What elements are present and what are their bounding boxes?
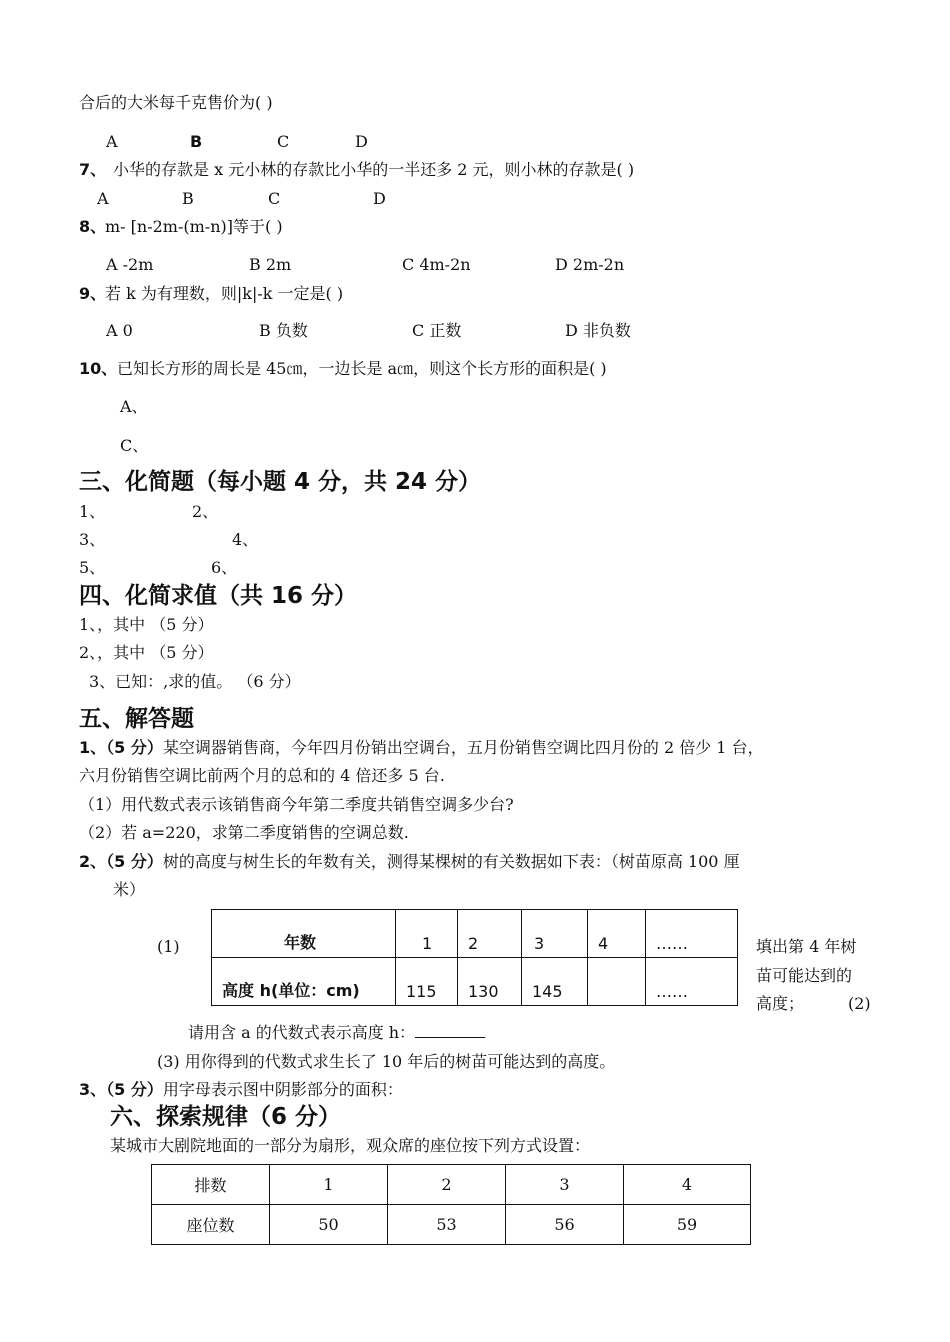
section4-item-2: 2、，其中 （5 分） [79, 643, 214, 662]
table-cell: 高度 h(单位：cm) [212, 958, 396, 1006]
q6-option-d: D [355, 132, 368, 151]
q9-option-d: D 非负数 [565, 321, 631, 340]
table-row [152, 1165, 751, 1205]
section4-title: 四、化简求值（共 16 分） [79, 583, 358, 609]
problem2-score: （5 分） [106, 852, 163, 871]
q9-number: 9、 [79, 284, 107, 303]
problem2-number: 2、 [79, 852, 107, 871]
problem1-score: （5 分） [106, 738, 163, 757]
problem1-sub1: （1）用代数式表示该销售商今年第二季度共销售空调多少台? [79, 795, 514, 814]
problem2-line1: 树的高度与树生长的年数有关，测得某棵树的有关数据如下表：（树苗原高 100 厘 [162, 852, 740, 871]
q9-option-a: A 0 [106, 321, 133, 340]
table-cell: 座位数 [152, 1205, 270, 1245]
table-row [212, 958, 738, 1006]
q8-text: m- [n-2m-(m-n)]等于( ) [105, 217, 283, 236]
problem2-line2: 米） [113, 880, 146, 899]
q8-option-a: A -2m [106, 255, 154, 274]
q10-text: 已知长方形的周长是 45㎝，一边长是 a㎝，则这个长方形的面积是( ) [117, 359, 607, 378]
table-cell: 3 [522, 910, 588, 958]
answer-blank [415, 1023, 485, 1038]
q7-text: 小华的存款是 x 元小林的存款比小华的一半还多 2 元，则小林的存款是( ) [113, 160, 635, 179]
table-cell: 59 [624, 1205, 751, 1245]
q8-number: 8、 [79, 217, 107, 236]
section3-item-4: 4、 [232, 530, 259, 549]
problem2-side-line3: 高度； [756, 994, 805, 1013]
section3-item-1: 1、 [79, 502, 106, 521]
seat-table [151, 1164, 751, 1245]
q7-option-b: B [182, 189, 194, 208]
q7-number: 7、 [79, 160, 107, 179]
table-row [212, 910, 738, 958]
problem2-side-line1: 填出第 4 年树 [756, 937, 857, 956]
table-cell: 4 [624, 1165, 751, 1205]
q8-option-d: D 2m-2n [555, 255, 625, 274]
problem2-label-2: (2) [848, 994, 871, 1013]
problem1-line1: 某空调器销售商，今年四月份销出空调台，五月份销售空调比四月份的 2 倍少 1 台， [162, 738, 764, 757]
problem2-q3: (3) 用你得到的代数式求生长了 10 年后的树苗可能达到的高度。 [157, 1052, 616, 1071]
problem1-sub2: （2）若 a=220，求第二季度销售的空调总数. [79, 823, 409, 842]
section6-intro: 某城市大剧院地面的一部分为扇形，观众席的座位按下列方式设置： [110, 1136, 591, 1155]
table-cell [588, 958, 646, 1006]
q10-option-a: A、 [120, 397, 148, 416]
table-cell: 排数 [152, 1165, 270, 1205]
q6-option-a: A [106, 132, 118, 151]
q10-number: 10、 [79, 359, 118, 378]
section3-item-6: 6、 [211, 558, 238, 577]
q8-option-b: B 2m [249, 255, 292, 274]
problem1-line2: 六月份销售空调比前两个月的总和的 4 倍还多 5 台. [79, 766, 445, 785]
problem3-score: （5 分） [106, 1080, 163, 1099]
table-cell: 2 [388, 1165, 506, 1205]
table-row [152, 1205, 751, 1245]
q9-option-b: B 负数 [259, 321, 308, 340]
table-cell: 56 [506, 1205, 624, 1245]
problem1-number: 1、 [79, 738, 107, 757]
problem3-text: 用字母表示图中阴影部分的面积： [162, 1080, 403, 1099]
q7-option-c: C [268, 189, 281, 208]
table-cell: 4 [588, 910, 646, 958]
table-cell: 1 [270, 1165, 388, 1205]
problem2-side-line2: 苗可能达到的 [756, 966, 853, 985]
section4-item-1: 1、，其中 （5 分） [79, 615, 214, 634]
section3-item-5: 5、 [79, 558, 106, 577]
q6-tail: 合后的大米每千克售价为( ) [79, 93, 273, 112]
section3-title: 三、化简题（每小题 4 分，共 24 分） [79, 469, 482, 495]
problem3-number: 3、 [79, 1080, 107, 1099]
section5-title: 五、解答题 [79, 706, 194, 732]
problem2-label-1: (1) [157, 937, 180, 956]
table-cell: 50 [270, 1205, 388, 1245]
table-cell: 115 [396, 958, 458, 1006]
table-cell: 3 [506, 1165, 624, 1205]
table-cell: …… [646, 910, 738, 958]
problem2-q2: 请用含 a 的代数式表示高度 h： [188, 1023, 416, 1042]
section6-title: 六、探索规律（6 分） [110, 1104, 342, 1130]
section3-item-3: 3、 [79, 530, 106, 549]
q7-option-d: D [373, 189, 386, 208]
tree-height-table [211, 909, 738, 1006]
q8-option-c: C 4m-2n [402, 255, 471, 274]
q10-option-c: C、 [120, 436, 149, 455]
q6-option-b: B [190, 132, 203, 151]
table-cell: 年数 [212, 910, 396, 958]
table-cell: 53 [388, 1205, 506, 1245]
q9-option-c: C 正数 [412, 321, 462, 340]
q6-option-c: C [277, 132, 290, 151]
section3-item-2: 2、 [192, 502, 219, 521]
table-cell: 145 [522, 958, 588, 1006]
section4-item-3: 3、已知：,求的值。 （6 分） [89, 672, 301, 691]
table-cell: …… [646, 958, 738, 1006]
table-cell: 1 [396, 910, 458, 958]
q9-text: 若 k 为有理数，则|k|-k 一定是( ) [105, 284, 344, 303]
q7-option-a: A [97, 189, 109, 208]
table-cell: 2 [458, 910, 522, 958]
table-cell: 130 [458, 958, 522, 1006]
